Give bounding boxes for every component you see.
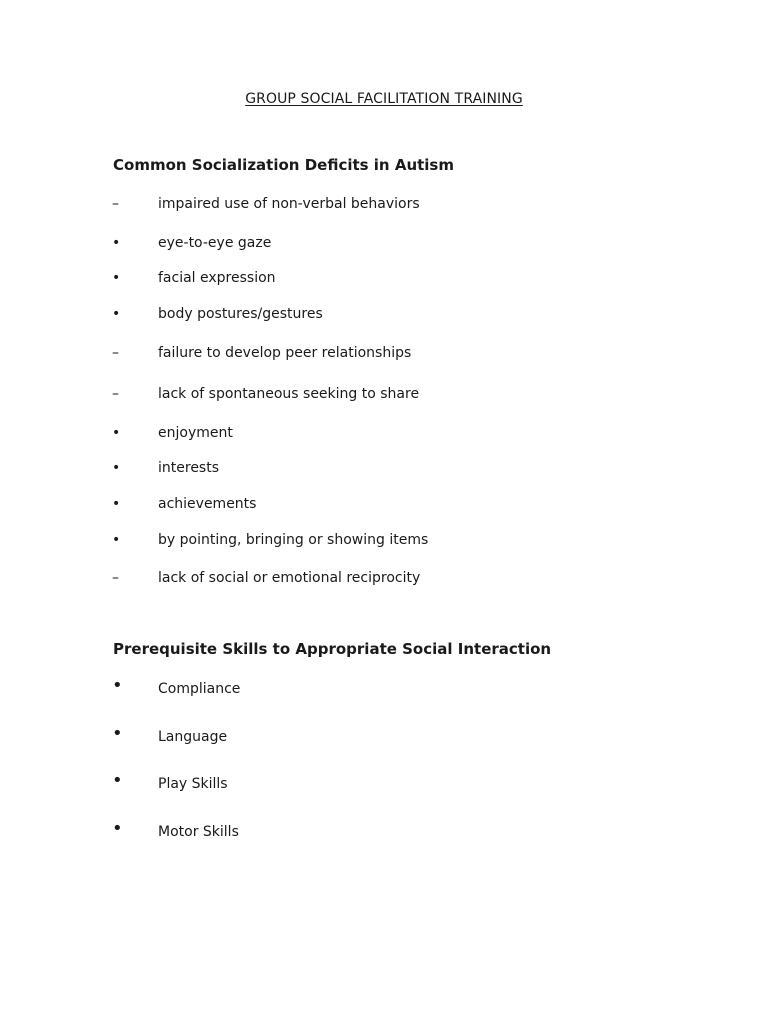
list-item [0,818,768,842]
list-item-text: facial expression [158,270,276,286]
list-item [0,494,768,514]
list-item [0,530,768,550]
bullet-marker: • [112,270,121,286]
list-item [0,675,768,699]
list-item-text: eye-to-eye gaze [158,235,272,251]
list-item [0,423,768,443]
bullet-marker: • [112,496,121,512]
bullet-marker: • [112,306,121,322]
bullet-marker: • [112,770,123,791]
list-item-text: lack of social or emotional reciprocity [158,570,421,586]
list-item-text: achievements [158,496,257,512]
document-title: GROUP SOCIAL FACILITATION TRAINING [245,91,523,107]
list-item [0,384,768,404]
list-item-text: by pointing, bringing or showing items [158,532,429,548]
bullet-marker: • [112,425,121,441]
bullet-marker: • [112,723,123,744]
list-item-text: impaired use of non-verbal behaviors [158,196,420,212]
dash-marker: – [112,196,119,212]
list-item-text: Compliance [158,681,241,697]
bullet-marker: • [112,675,123,696]
list-item [0,233,768,253]
bullet-marker: • [112,532,121,548]
list-item [0,194,768,214]
list-item-text: lack of spontaneous seeking to share [158,386,420,402]
dash-marker: – [112,570,119,586]
list-item [0,304,768,324]
dash-marker: – [112,386,119,402]
bullet-marker: • [112,460,121,476]
list-item-text: Language [158,729,228,745]
list-item [0,458,768,478]
list-item [0,568,768,588]
list-item [0,770,768,794]
dash-marker: – [112,345,119,361]
list-item [0,268,768,288]
section-heading-deficits: Common Socialization Deficits in Autism [113,156,454,174]
bullet-marker: • [112,235,121,251]
bullet-marker: • [112,818,123,839]
list-item-text: Play Skills [158,776,228,792]
list-item-text: failure to develop peer relationships [158,345,412,361]
section-heading-prerequisites: Prerequisite Skills to Appropriate Social Interaction [113,640,552,658]
list-item-text: body postures/gestures [158,306,323,322]
list-item-text: interests [158,460,220,476]
list-item-text: enjoyment [158,425,233,441]
list-item-text: Motor Skills [158,824,239,840]
list-item [0,343,768,363]
list-item [0,723,768,747]
